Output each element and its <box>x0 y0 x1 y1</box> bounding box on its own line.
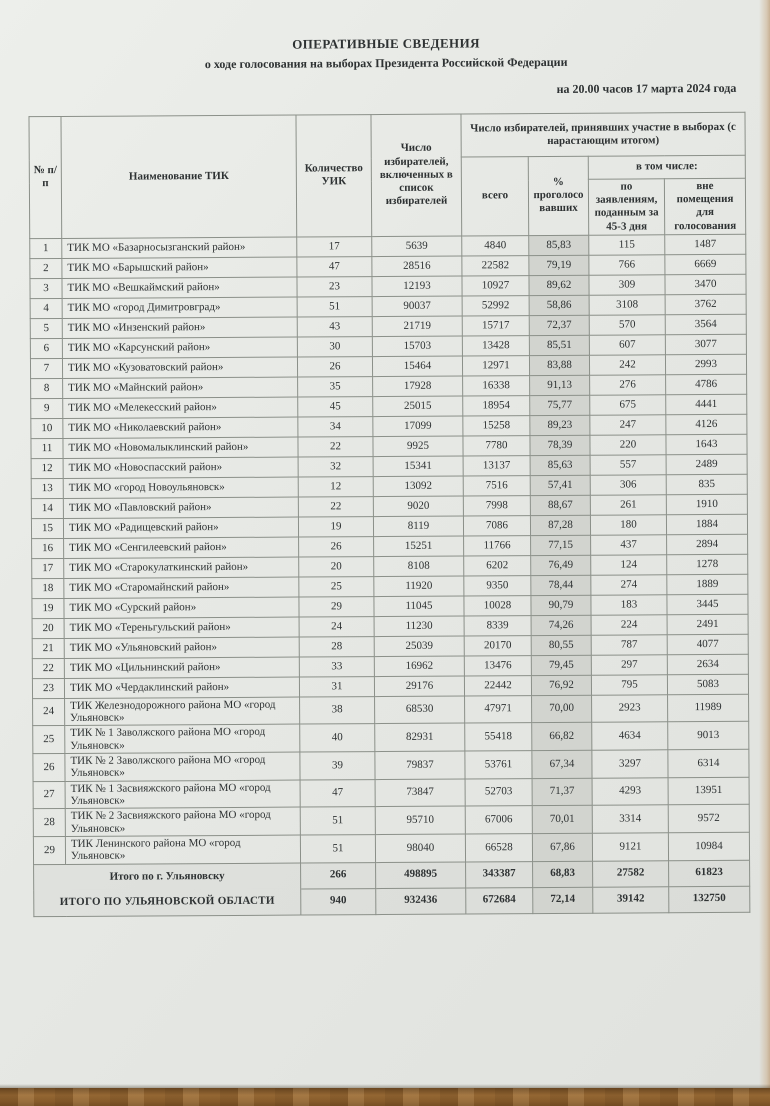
cell-outside: 3445 <box>667 594 748 614</box>
header-tik-name: Наименование ТИК <box>61 115 297 238</box>
cell-outside: 3470 <box>665 274 746 294</box>
cell-total: 66528 <box>465 833 532 861</box>
cell-by-application: 261 <box>590 495 666 515</box>
cell-total: 22442 <box>464 675 531 695</box>
cell-outside: 9013 <box>668 722 749 750</box>
cell-uik-count: 26 <box>297 356 372 376</box>
cell-total: 343387 <box>466 861 533 887</box>
cell-by-application: 224 <box>591 615 667 635</box>
cell-uik-count: 47 <box>300 779 375 807</box>
header-percent: % проголосовавших <box>528 156 588 235</box>
cell-total: 12971 <box>462 355 529 375</box>
cell-num: 7 <box>30 358 62 378</box>
cell-total: 53761 <box>465 751 532 779</box>
cell-num: 12 <box>31 458 63 478</box>
cell-num: 17 <box>32 558 64 578</box>
cell-voters-listed: 68530 <box>375 696 465 724</box>
header-total: всего <box>461 157 528 236</box>
cell-uik-count: 35 <box>298 376 373 396</box>
cell-percent: 77,15 <box>531 535 591 555</box>
cell-by-application: 570 <box>589 315 665 335</box>
cell-outside: 2491 <box>667 614 748 634</box>
cell-name: ТИК МО «Старокулаткинский район» <box>64 557 299 578</box>
cell-num: 6 <box>30 338 62 358</box>
cell-outside: 1643 <box>666 434 747 454</box>
cell-voters-listed: 29176 <box>374 676 464 697</box>
cell-voters-listed: 13092 <box>373 476 463 497</box>
cell-uik-count: 43 <box>297 316 372 336</box>
cell-total: 11766 <box>464 535 531 555</box>
cell-outside: 61823 <box>669 860 750 886</box>
cell-by-application: 795 <box>591 675 667 695</box>
cell-by-application: 557 <box>590 455 666 475</box>
cell-uik-count: 12 <box>298 476 373 496</box>
cell-percent: 85,63 <box>530 455 590 475</box>
cell-num: 14 <box>31 498 63 518</box>
cell-num: 15 <box>31 518 63 538</box>
cell-outside: 2634 <box>667 654 748 674</box>
cell-percent: 85,83 <box>529 235 589 255</box>
cell-percent: 67,34 <box>532 750 592 778</box>
cell-total: 6202 <box>464 555 531 575</box>
cell-outside: 1910 <box>666 494 747 514</box>
cell-name: ТИК МО «Сурский район» <box>64 597 299 618</box>
wooden-table-edge <box>0 1088 770 1106</box>
cell-by-application: 274 <box>591 575 667 595</box>
cell-uik-count: 17 <box>297 236 372 256</box>
cell-num: 4 <box>30 298 62 318</box>
cell-total: 67006 <box>465 806 532 834</box>
cell-total: 20170 <box>464 635 531 655</box>
cell-name: ТИК МО «Мелекесский район» <box>63 397 298 418</box>
table-row <box>33 777 749 809</box>
cell-voters-listed: 5639 <box>372 236 462 257</box>
cell-voters-listed: 9020 <box>373 496 463 517</box>
cell-total: 9350 <box>464 575 531 595</box>
cell-uik-count: 38 <box>300 696 375 724</box>
cell-percent: 72,14 <box>533 887 593 913</box>
cell-by-application: 220 <box>590 435 666 455</box>
cell-num: 3 <box>30 278 62 298</box>
cell-total: 10028 <box>464 595 531 615</box>
cell-uik-count: 51 <box>300 807 375 835</box>
cell-outside: 3762 <box>665 294 746 314</box>
cell-uik-count: 28 <box>299 636 374 656</box>
cell-outside: 2993 <box>665 354 746 374</box>
cell-voters-listed: 21719 <box>372 316 462 337</box>
cell-by-application: 3297 <box>592 750 668 778</box>
cell-outside: 3077 <box>665 334 746 354</box>
cell-percent: 83,88 <box>529 355 589 375</box>
header-uik-count: Количество УИК <box>296 115 372 237</box>
cell-total: 672684 <box>466 887 533 913</box>
cell-name: ТИК МО «город Новоульяновск» <box>63 477 298 498</box>
cell-outside: 4126 <box>666 414 747 434</box>
cell-num: 27 <box>33 781 65 809</box>
cell-num: 11 <box>31 438 63 458</box>
cell-outside: 6314 <box>668 749 749 777</box>
cell-uik-count: 22 <box>298 436 373 456</box>
cell-outside: 13951 <box>668 777 749 805</box>
cell-uik-count: 33 <box>299 656 374 676</box>
cell-by-application: 675 <box>590 395 666 415</box>
cell-by-application: 437 <box>591 535 667 555</box>
cell-by-application: 3314 <box>592 805 668 833</box>
cell-name: ТИК МО «Старомайнский район» <box>64 577 299 598</box>
cell-percent: 87,28 <box>530 515 590 535</box>
cell-name: ТИК МО «Инзенский район» <box>62 317 297 338</box>
cell-by-application: 276 <box>590 375 666 395</box>
cell-outside: 5083 <box>667 674 748 694</box>
cell-outside: 1889 <box>667 574 748 594</box>
cell-voters-listed: 8108 <box>374 556 464 577</box>
cell-percent: 90,79 <box>531 595 591 615</box>
cell-percent: 76,92 <box>531 675 591 695</box>
cell-num: 19 <box>32 598 64 618</box>
cell-name: ТИК МО «Ульяновский район» <box>64 637 299 658</box>
cell-by-application: 766 <box>589 255 665 275</box>
cell-percent: 91,13 <box>530 375 590 395</box>
cell-total: 7086 <box>463 515 530 535</box>
cell-uik-count: 32 <box>298 456 373 476</box>
cell-by-application: 247 <box>590 415 666 435</box>
cell-total: 15258 <box>463 415 530 435</box>
table-row <box>33 832 749 864</box>
cell-num: 23 <box>32 678 64 698</box>
cell-percent: 76,49 <box>531 555 591 575</box>
cell-uik-count: 23 <box>297 276 372 296</box>
cell-name: ТИК МО «Кузоватовский район» <box>62 357 297 378</box>
cell-name: ТИК № 1 Засвияжского района МО «город Ульяновск» <box>65 780 300 809</box>
cell-voters-listed: 73847 <box>375 779 465 807</box>
cell-by-application: 787 <box>591 635 667 655</box>
cell-total: 16338 <box>463 375 530 395</box>
cell-uik-count: 34 <box>298 416 373 436</box>
cell-by-application: 180 <box>590 515 666 535</box>
cell-uik-count: 19 <box>298 516 373 536</box>
cell-voters-listed: 98040 <box>375 834 465 862</box>
cell-total: 13428 <box>462 335 529 355</box>
cell-percent: 78,44 <box>531 575 591 595</box>
cell-voters-listed: 15251 <box>374 536 464 557</box>
cell-percent: 80,55 <box>531 635 591 655</box>
cell-by-application: 309 <box>589 275 665 295</box>
cell-voters-listed: 17928 <box>373 376 463 397</box>
cell-num: 18 <box>32 578 64 598</box>
results-table <box>28 112 750 917</box>
cell-uik-count: 25 <box>299 576 374 596</box>
cell-num: 21 <box>32 638 64 658</box>
cell-name: ТИК МО «Барышский район» <box>62 257 297 278</box>
cell-outside: 2489 <box>666 454 747 474</box>
cell-percent: 71,37 <box>532 778 592 806</box>
cell-voters-listed: 498895 <box>376 862 466 889</box>
totals-label: Итого по г. Ульяновску <box>34 863 301 891</box>
cell-uik-count: 20 <box>299 556 374 576</box>
cell-by-application: 3108 <box>589 295 665 315</box>
cell-by-application: 124 <box>591 555 667 575</box>
table-header <box>29 112 746 238</box>
cell-name: ТИК МО «Радищевский район» <box>63 517 298 538</box>
cell-voters-listed: 11045 <box>374 596 464 617</box>
cell-voters-listed: 95710 <box>375 806 465 834</box>
cell-percent: 58,86 <box>529 295 589 315</box>
cell-name: ТИК МО «Майнский район» <box>63 377 298 398</box>
cell-total: 52992 <box>462 295 529 315</box>
cell-num: 20 <box>32 618 64 638</box>
header-voters-listed: Число избирателей, включенных в список избирателей <box>371 114 462 236</box>
header-including: в том числе: <box>588 155 745 179</box>
cell-percent: 70,01 <box>532 806 592 834</box>
cell-by-application: 183 <box>591 595 667 615</box>
cell-outside: 1487 <box>665 234 746 254</box>
cell-outside: 3564 <box>665 314 746 334</box>
cell-outside: 10984 <box>668 832 749 860</box>
cell-num: 9 <box>31 398 63 418</box>
cell-outside: 1278 <box>667 554 748 574</box>
cell-name: ТИК МО «Цильнинский район» <box>64 657 299 678</box>
cell-name: ТИК МО «Николаевский район» <box>63 417 298 438</box>
cell-outside: 132750 <box>669 886 750 912</box>
cell-num: 24 <box>33 698 65 726</box>
cell-uik-count: 22 <box>298 496 373 516</box>
cell-total: 10927 <box>462 275 529 295</box>
cell-num: 16 <box>32 538 64 558</box>
document-content <box>28 34 749 917</box>
cell-percent: 79,45 <box>531 655 591 675</box>
cell-uik-count: 29 <box>299 596 374 616</box>
cell-num: 8 <box>31 378 63 398</box>
cell-name: ТИК МО «Тереньгульский район» <box>64 617 299 638</box>
cell-percent: 68,83 <box>533 861 593 887</box>
cell-num: 28 <box>33 809 65 837</box>
cell-outside: 9572 <box>668 805 749 833</box>
cell-uik-count: 30 <box>297 336 372 356</box>
cell-voters-listed: 17099 <box>373 416 463 437</box>
cell-by-application: 242 <box>589 355 665 375</box>
cell-num: 1 <box>30 238 62 258</box>
cell-total: 52703 <box>465 778 532 806</box>
cell-percent: 89,62 <box>529 275 589 295</box>
table-body <box>30 234 750 864</box>
cell-percent: 78,39 <box>530 435 590 455</box>
table-row <box>33 749 749 781</box>
cell-total: 8339 <box>464 615 531 635</box>
cell-percent: 85,51 <box>529 335 589 355</box>
cell-num: 25 <box>33 726 65 754</box>
cell-total: 18954 <box>463 395 530 415</box>
cell-voters-listed: 15464 <box>372 356 462 377</box>
table-row <box>33 694 749 726</box>
cell-voters-listed: 932436 <box>376 888 466 915</box>
cell-name: ТИК Железнодорожного района МО «город Ульяновск» <box>65 697 300 726</box>
header-participated-group: Число избирателей, принявших участие в выборах (с нарастающим итогом) <box>461 112 745 157</box>
cell-outside: 11989 <box>668 694 749 722</box>
cell-total: 22582 <box>462 255 529 275</box>
document-date-line: на 20.00 часов 17 марта 2024 года <box>556 80 737 96</box>
cell-voters-listed: 25015 <box>373 396 463 417</box>
cell-outside: 4077 <box>667 634 748 654</box>
cell-outside: 4786 <box>666 374 747 394</box>
cell-percent: 70,00 <box>532 695 592 723</box>
cell-percent: 88,67 <box>530 495 590 515</box>
cell-voters-listed: 25039 <box>374 636 464 657</box>
cell-total: 13476 <box>464 655 531 675</box>
cell-name: ТИК № 2 Заволжского района МО «город Ульяновск» <box>65 752 300 781</box>
cell-by-application: 4293 <box>592 777 668 805</box>
cell-percent: 66,82 <box>532 723 592 751</box>
cell-voters-listed: 79837 <box>375 751 465 779</box>
cell-total: 15717 <box>462 315 529 335</box>
cell-voters-listed: 82931 <box>375 723 465 751</box>
cell-total: 13137 <box>463 455 530 475</box>
cell-name: ТИК № 1 Заволжского района МО «город Ульяновск» <box>65 724 300 753</box>
cell-name: ТИК МО «Чердаклинский район» <box>64 677 299 698</box>
cell-total: 7516 <box>463 475 530 495</box>
cell-outside: 1884 <box>666 514 747 534</box>
cell-uik-count: 51 <box>297 296 372 316</box>
cell-percent: 79,19 <box>529 255 589 275</box>
cell-by-application: 306 <box>590 475 666 495</box>
cell-uik-count: 51 <box>300 834 375 862</box>
document-title: ОПЕРАТИВНЫЕ СВЕДЕНИЯ <box>292 35 480 52</box>
cell-percent: 75,77 <box>530 395 590 415</box>
cell-outside: 4441 <box>666 394 747 414</box>
header-num: № п/п <box>29 116 62 238</box>
document-subtitle: о ходе голосования на выборах Президента Российской Федерации <box>204 54 568 72</box>
cell-name: ТИК МО «Сенгилеевский район» <box>64 537 299 558</box>
cell-name: ТИК МО «город Димитровград» <box>62 297 297 318</box>
cell-total: 7998 <box>463 495 530 515</box>
cell-voters-listed: 15703 <box>372 336 462 357</box>
cell-name: ТИК МО «Павловский район» <box>63 497 298 518</box>
cell-by-application: 9121 <box>592 833 668 861</box>
cell-percent: 72,37 <box>529 315 589 335</box>
cell-voters-listed: 28516 <box>372 256 462 277</box>
cell-by-application: 4634 <box>592 722 668 750</box>
cell-num: 10 <box>31 418 63 438</box>
cell-uik-count: 31 <box>299 676 374 696</box>
cell-voters-listed: 16962 <box>374 656 464 677</box>
cell-by-application: 2923 <box>592 695 668 723</box>
cell-total: 47971 <box>465 695 532 723</box>
cell-voters-listed: 9925 <box>373 436 463 457</box>
cell-num: 29 <box>33 836 65 864</box>
cell-total: 7780 <box>463 435 530 455</box>
cell-uik-count: 266 <box>301 862 376 888</box>
cell-num: 26 <box>33 753 65 781</box>
cell-percent: 57,41 <box>530 475 590 495</box>
cell-name: ТИК № 2 Засвияжского района МО «город Ульяновск» <box>65 807 300 836</box>
cell-by-application: 27582 <box>593 860 669 886</box>
cell-outside: 835 <box>666 474 747 494</box>
cell-percent: 89,23 <box>530 415 590 435</box>
cell-name: ТИК МО «Вешкаймский район» <box>62 277 297 298</box>
table-row <box>33 805 749 837</box>
cell-num: 2 <box>30 258 62 278</box>
totals-label: ИТОГО ПО УЛЬЯНОВСКОЙ ОБЛАСТИ <box>34 889 301 917</box>
cell-percent: 67,86 <box>532 833 592 861</box>
cell-num: 5 <box>30 318 62 338</box>
totals-row <box>34 886 750 916</box>
cell-outside: 2894 <box>667 534 748 554</box>
cell-uik-count: 47 <box>297 256 372 276</box>
cell-by-application: 115 <box>589 235 665 255</box>
cell-name: ТИК МО «Базарносызганский район» <box>62 237 297 258</box>
cell-name: ТИК МО «Новоспасский район» <box>63 457 298 478</box>
header-outside: вне помещения для голосования <box>664 178 745 234</box>
cell-uik-count: 40 <box>300 724 375 752</box>
cell-uik-count: 940 <box>301 888 376 914</box>
cell-by-application: 607 <box>589 335 665 355</box>
cell-num: 13 <box>31 478 63 498</box>
cell-by-application: 297 <box>591 655 667 675</box>
cell-name: ТИК Ленинского района МО «город Ульяновск» <box>65 835 300 864</box>
cell-voters-listed: 11230 <box>374 616 464 637</box>
cell-voters-listed: 11920 <box>374 576 464 597</box>
cell-total: 55418 <box>465 723 532 751</box>
cell-voters-listed: 12193 <box>372 276 462 297</box>
cell-uik-count: 24 <box>299 616 374 636</box>
header-by-application: по заявлениям, поданным за 45-3 дня <box>588 179 664 235</box>
table-row <box>33 722 749 754</box>
cell-voters-listed: 15341 <box>373 456 463 477</box>
cell-name: ТИК МО «Новомалыклинский район» <box>63 437 298 458</box>
cell-outside: 6669 <box>665 254 746 274</box>
cell-percent: 74,26 <box>531 615 591 635</box>
cell-uik-count: 26 <box>299 536 374 556</box>
cell-name: ТИК МО «Карсунский район» <box>62 337 297 358</box>
table-totals <box>34 860 750 916</box>
cell-uik-count: 39 <box>300 752 375 780</box>
cell-voters-listed: 90037 <box>372 296 462 317</box>
cell-uik-count: 45 <box>298 396 373 416</box>
cell-total: 4840 <box>462 235 529 255</box>
cell-voters-listed: 8119 <box>373 516 463 537</box>
cell-by-application: 39142 <box>593 886 669 912</box>
cell-num: 22 <box>32 658 64 678</box>
